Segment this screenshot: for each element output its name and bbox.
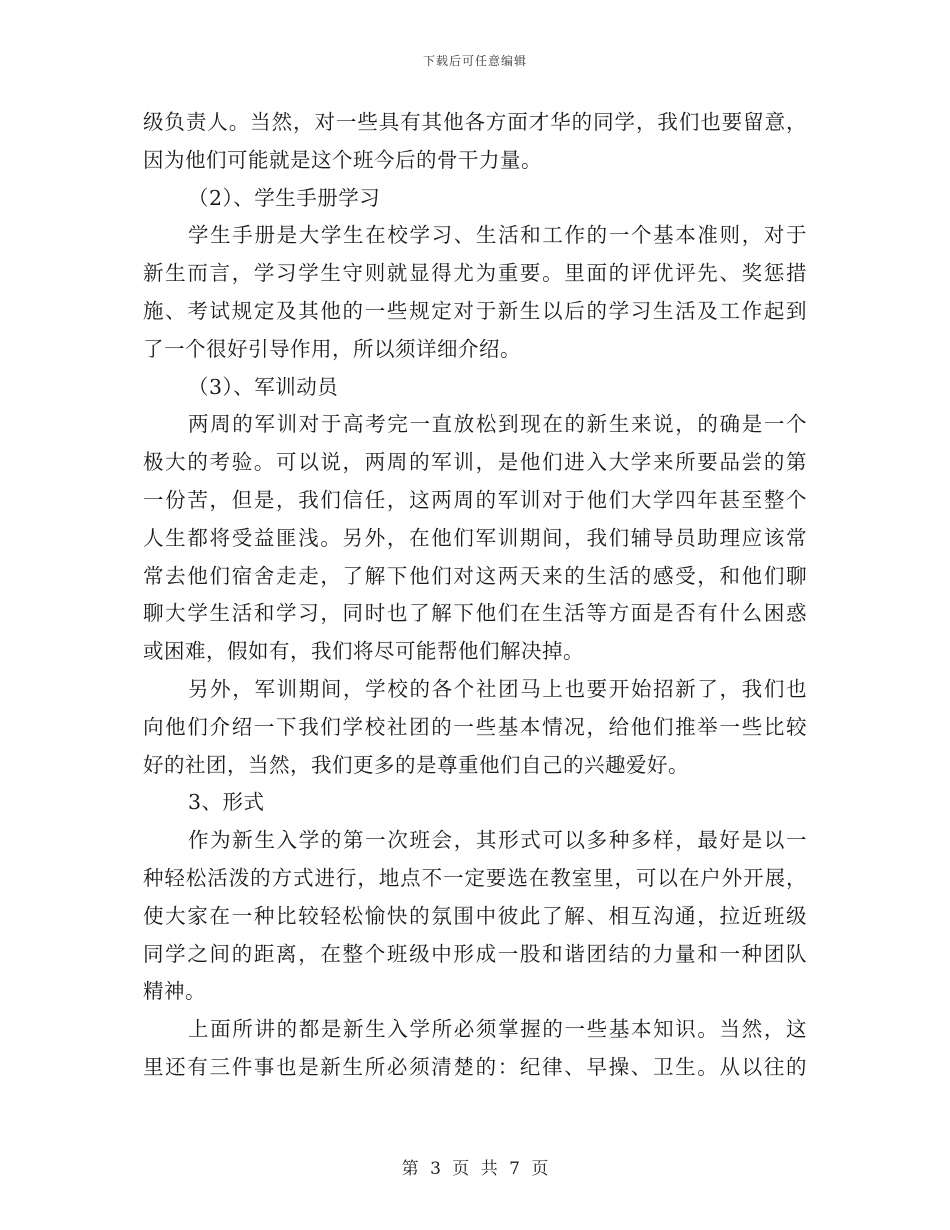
text-line: 种轻松活泼的方式进行，地点不一定要选在教室里，可以在户外开展， [143,865,807,890]
page-header-note: 下载后可任意编辑 [422,54,527,68]
text-line: 使大家在一种比较轻松愉快的氛围中彼此了解、相互沟通，拉近班级 [143,903,807,928]
text-line: （3）、军训动员 [188,374,339,399]
text-line: 一份苦，但是，我们信任，这两周的军训对于他们大学四年甚至整个 [143,487,807,512]
text-line: 了一个很好引导作用，所以须详细介绍。 [143,336,521,361]
text-line: 里还有三件事也是新生所必须清楚的：纪律、早操、卫生。从以往的 [143,1054,807,1079]
text-line: 上面所讲的都是新生入学所必须掌握的一些基本知识。当然，这 [188,1017,807,1042]
text-line: 3、形式 [188,790,265,815]
page-number: 第 3 页 共 7 页 [401,1159,549,1179]
text-line: 聊大学生活和学习，同时也了解下他们在生活等方面是否有什么困惑 [143,601,807,626]
text-line: 常去他们宿舍走走，了解下他们对这两天来的生活的感受，和他们聊 [143,563,807,588]
text-line: 两周的军训对于高考完一直放松到现在的新生来说，的确是一个 [188,412,807,437]
text-line: 好的社团，当然，我们更多的是尊重他们自己的兴趣爱好。 [143,752,689,777]
text-line: 精神。 [143,979,206,1004]
text-line: 施、考试规定及其他的一些规定对于新生以后的学习生活及工作起到 [143,298,807,323]
text-line: 向他们介绍一下我们学校社团的一些基本情况，给他们推举一些比较 [143,714,807,739]
text-line: 另外，军训期间，学校的各个社团马上也要开始招新了，我们也 [188,676,807,701]
text-line: 新生而言，学习学生守则就显得尤为重要。里面的评优评先、奖惩措 [143,261,807,286]
text-line: 或困难，假如有，我们将尽可能帮他们解决掉。 [143,639,584,664]
text-line: 学生手册是大学生在校学习、生活和工作的一个基本准则，对于 [188,223,807,248]
text-line: 人生都将受益匪浅。另外，在他们军训期间，我们辅导员助理应该常 [143,525,807,550]
text-line: 作为新生入学的第一次班会，其形式可以多种多样，最好是以一 [188,828,807,853]
text-line: 因为他们可能就是这个班今后的骨干力量。 [143,147,542,172]
document-body [143,104,807,1087]
text-line: （2）、学生手册学习 [188,185,381,210]
text-line: 级负责人。当然，对一些具有其他各方面才华的同学，我们也要留意， [143,110,807,134]
text-line: 极大的考验。可以说，两周的军训，是他们进入大学来所要品尝的第 [143,450,807,475]
text-line: 同学之间的距离，在整个班级中形成一股和谐团结的力量和一种团队 [143,941,807,966]
